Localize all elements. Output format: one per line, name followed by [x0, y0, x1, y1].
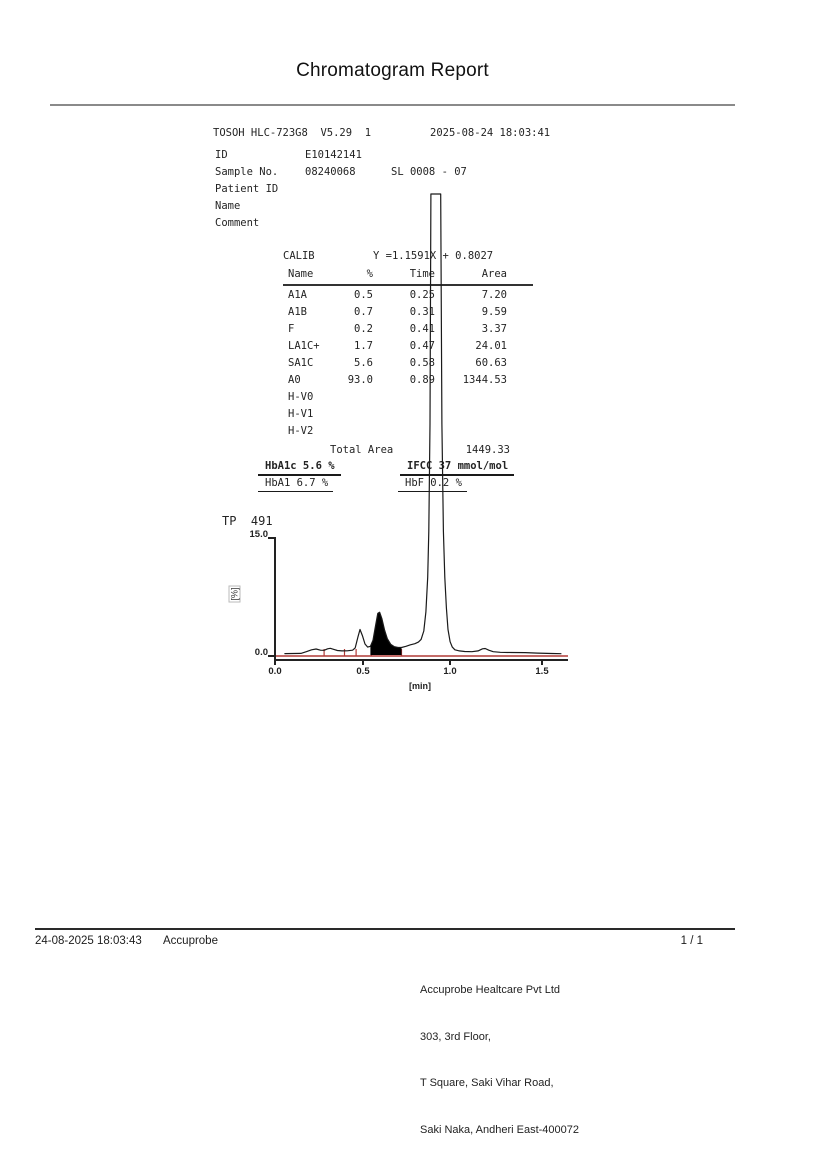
address-line: Saki Naka, Andheri East-400072	[420, 1123, 579, 1136]
peak-row	[288, 289, 508, 306]
peak-row	[288, 340, 508, 357]
comment-label: Comment	[215, 217, 260, 229]
peak-cell: F	[288, 323, 295, 335]
calib-label: CALIB	[283, 250, 315, 262]
total-peaks-label: TP 491	[222, 514, 273, 528]
col-header-name: Name	[288, 268, 314, 280]
x-tick-05	[362, 661, 364, 665]
peak-row	[288, 408, 508, 425]
peak-row	[288, 323, 508, 340]
x-label-0: 0.0	[268, 666, 282, 677]
peak-cell: 93.0	[347, 374, 373, 386]
x-label-05: 0.5	[356, 666, 370, 677]
peak-cell: 3.37	[481, 323, 507, 335]
peak-cell: 1.7	[354, 340, 373, 352]
peak-cell: 5.6	[354, 357, 373, 369]
x-label-15: 1.5	[535, 666, 549, 677]
total-area-value: 1449.33	[465, 444, 510, 456]
peak-cell: 0.47	[409, 340, 435, 352]
total-area-label: Total Area	[330, 444, 394, 456]
page-number: 1 / 1	[680, 935, 703, 947]
lab-address	[420, 952, 579, 1169]
peak-row	[288, 306, 508, 323]
footer-source: Accuprobe	[163, 935, 218, 947]
instrument-model: TOSOH HLC-723G8 V5.29 1	[213, 127, 372, 139]
x-tick-10	[449, 661, 451, 665]
address-line: Accuprobe Healtcare Pvt Ltd	[420, 984, 561, 996]
peak-cell: 0.58	[409, 357, 435, 369]
col-header-area: Area	[481, 268, 507, 280]
result-hba1c: HbA1c 5.6 %	[258, 460, 341, 476]
result-hbf: HbF 0.2 %	[398, 477, 467, 492]
peak-cell: 0.31	[409, 306, 435, 318]
peak-cell: SA1C	[288, 357, 314, 369]
x-label-10: 1.0	[443, 666, 457, 677]
footer-divider	[35, 928, 735, 930]
sample-no-value: 08240068	[305, 166, 356, 178]
id-value: E10142141	[305, 149, 362, 161]
patient-id-label: Patient ID	[215, 183, 279, 195]
peak-cell: H-V0	[288, 391, 314, 403]
peak-row	[288, 425, 508, 442]
peak-cell: 7.20	[481, 289, 507, 301]
peak-cell: A0	[288, 374, 301, 386]
peak-table	[288, 289, 508, 442]
peak-cell: 1344.53	[462, 374, 507, 386]
peak-cell: A1B	[288, 306, 307, 318]
sample-no-label: Sample No.	[215, 166, 279, 178]
peak-cell: A1A	[288, 289, 307, 301]
peak-cell: 0.41	[409, 323, 435, 335]
y-axis-min-label: 0.0	[254, 647, 268, 658]
chromatogram-plot	[274, 537, 568, 661]
result-ifcc: IFCC 37 mmol/mol	[400, 460, 514, 476]
id-label: ID	[215, 149, 228, 161]
page-title: Chromatogram Report	[296, 60, 489, 81]
name-label: Name	[215, 200, 241, 212]
peak-cell: 60.63	[475, 357, 507, 369]
col-header-pct: %	[366, 268, 373, 280]
y-axis-unit-label: [%]	[229, 587, 240, 601]
peak-row	[288, 391, 508, 408]
col-header-time: Time	[409, 268, 435, 280]
peak-cell: 24.01	[475, 340, 507, 352]
peak-cell: 0.25	[409, 289, 435, 301]
peak-cell: H-V2	[288, 425, 314, 437]
header-divider	[50, 104, 735, 106]
peak-cell: 9.59	[481, 306, 507, 318]
y-axis-max-label: 15.0	[249, 529, 268, 540]
footer-timestamp: 24-08-2025 18:03:43	[35, 935, 142, 947]
address-line: 303, 3rd Floor,	[420, 1030, 491, 1043]
peak-cell: 0.2	[354, 323, 373, 335]
x-tick-15	[541, 661, 543, 665]
result-hba1: HbA1 6.7 %	[258, 477, 333, 492]
sample-lot: SL 0008 - 07	[391, 166, 467, 178]
peak-cell: 0.5	[354, 289, 373, 301]
peak-cell: 0.7	[354, 306, 373, 318]
x-tick-0	[274, 661, 276, 665]
peak-row	[288, 374, 508, 391]
calib-equation: Y =1.1591X + 0.8027	[373, 250, 494, 262]
peak-cell: 0.89	[409, 374, 435, 386]
analysis-datetime: 2025-08-24 18:03:41	[430, 127, 551, 139]
peak-row	[288, 357, 508, 374]
peak-cell: H-V1	[288, 408, 314, 420]
peak-cell: LA1C+	[288, 340, 320, 352]
table-header-divider	[283, 284, 533, 286]
address-line: T Square, Saki Vihar Road,	[420, 1077, 554, 1089]
x-axis-unit-label: [min]	[409, 681, 431, 691]
chromatogram-curve	[276, 537, 568, 659]
